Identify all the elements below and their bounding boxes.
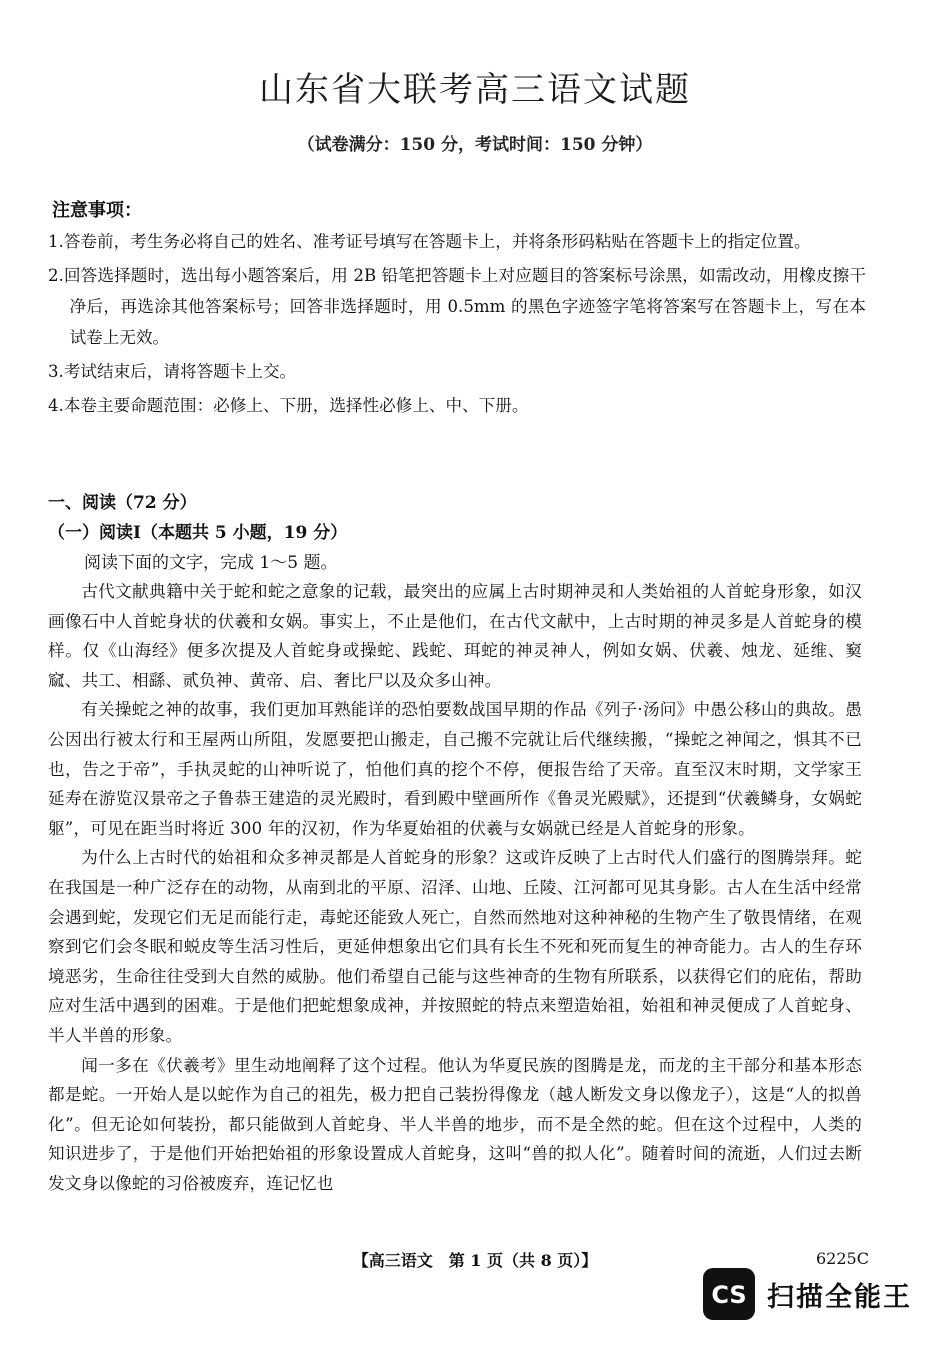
passage-paragraph: 古代文献典籍中关于蛇和蛇之意象的记载，最突出的应属上古时期神灵和人类始祖的人首蛇身形象，如汉画像石中人首蛇身状的伏羲和女娲。事实上，不止是他们，在古代文献中，上古时期的神灵多是人首蛇身的模样。仅《山海经》便多次提及人首蛇身或操蛇、践蛇、珥蛇的神灵神人，例如女娲、伏羲、烛龙、延维、窫窳、共工、相繇、贰负神、黄帝、启、奢比尸以及众多山神。 xyxy=(48,582,862,690)
svg-text:CS: CS xyxy=(711,1281,747,1309)
reading-passage xyxy=(48,577,862,1198)
notice-item: 3.考试结束后，请将答题卡上交。 xyxy=(48,362,297,381)
reading-instruction: 阅读下面的文字，完成 1～5 题。 xyxy=(84,553,338,573)
camscanner-logo-icon xyxy=(703,1268,755,1320)
paper-code: 6225C xyxy=(816,1249,869,1268)
page-title: 山东省大联考高三语文试题 xyxy=(259,70,691,110)
notice-heading: 注意事项： xyxy=(52,200,142,221)
notice-item: 4.本卷主要命题范围：必修上、下册，选择性必修上、中、下册。 xyxy=(48,396,529,415)
scanner-watermark xyxy=(703,1262,933,1326)
notice-item: 2.回答选择题时，选出每小题答案后，用 2B 铅笔把答题卡上对应题目的答案标号涂黑，如需改动，用橡皮擦干净后，再选涂其他答案标号；回答非选择题时，用 0.5mm 的黑色字迹签字笔将答案写在答题卡上，写在本试卷上无效。 xyxy=(48,266,866,347)
camscanner-logo-glyph xyxy=(707,1279,751,1309)
camscanner-app-name: 扫描全能王 xyxy=(767,1281,912,1313)
section-heading: 一、阅读（72 分） xyxy=(48,493,197,513)
passage-paragraph: 闻一多在《伏羲考》里生动地阐释了这个过程。他认为华夏民族的图腾是龙，而龙的主干部分和基本形态都是蛇。一开始人是以蛇作为自己的祖先，极力把自己装扮得像龙（越人断发文身以像龙子），这是“人的拟兽化”。但无论如何装扮，都只能做到人首蛇身、半人半兽的地步，而不是全然的蛇。但在这个过程中，人类的知识进步了，于是他们开始把始祖的形象设置成人首蛇身，这叫“兽的拟人化”。随着时间的流逝，人们过去断发文身以像蛇的习俗被废弃，连记忆也 xyxy=(48,1055,862,1193)
notice-item: 1.答卷前，考生务必将自己的姓名、准考证号填写在答题卡上，并将条形码粘贴在答题卡上的指定位置。 xyxy=(48,232,811,251)
passage-paragraph: 有关操蛇之神的故事，我们更加耳熟能详的恐怕要数战国早期的作品《列子·汤问》中愚公移山的典故。愚公因出行被太行和王屋两山所阻，发愿要把山搬走，自己搬不完就让后代继续搬，“操蛇之神闻之，惧其不已也，告之于帝”，手执灵蛇的山神听说了，怕他们真的挖个不停，便报告给了天帝。直至汉末时期，文学家王延寿在游览汉景帝之子鲁恭王建造的灵光殿时，看到殿中壁画所作《鲁灵光殿赋》，还提到“伏羲鳞身，女娲蛇躯”，可见在距当时将近 300 年的汉初，作为华夏始祖的伏羲与女娲就已经是人首蛇身的形象。 xyxy=(48,700,862,838)
page-footer: 【高三语文 第 1 页（共 8 页）】 xyxy=(352,1251,598,1270)
subsection-heading: （一）阅读Ⅰ（本题共 5 小题，19 分） xyxy=(48,523,348,543)
exam-info: （试卷满分：150 分，考试时间：150 分钟） xyxy=(297,135,653,155)
notice-list xyxy=(48,226,866,424)
passage-paragraph: 为什么上古时代的始祖和众多神灵都是人首蛇身的形象？这或许反映了上古时代人们盛行的图腾崇拜。蛇在我国是一种广泛存在的动物，从南到北的平原、沼泽、山地、丘陵、江河都可见其身影。古人在生活中经常会遇到蛇，发现它们无足而能行走，毒蛇还能致人死亡，自然而然地对这种神秘的生物产生了敬畏情绪，在观察到它们会冬眠和蜕皮等生活习性后，更延伸想象出它们具有长生不死和死而复生的神奇能力。古人的生存环境恶劣，生命往往受到大自然的威胁。他们希望自己能与这些神奇的生物有所联系，以获得它们的庇佑，帮助应对生活中遇到的困难。于是他们把蛇想象成神，并按照蛇的特点来塑造始祖，始祖和神灵便成了人首蛇身、半人半兽的形象。 xyxy=(48,848,862,1045)
